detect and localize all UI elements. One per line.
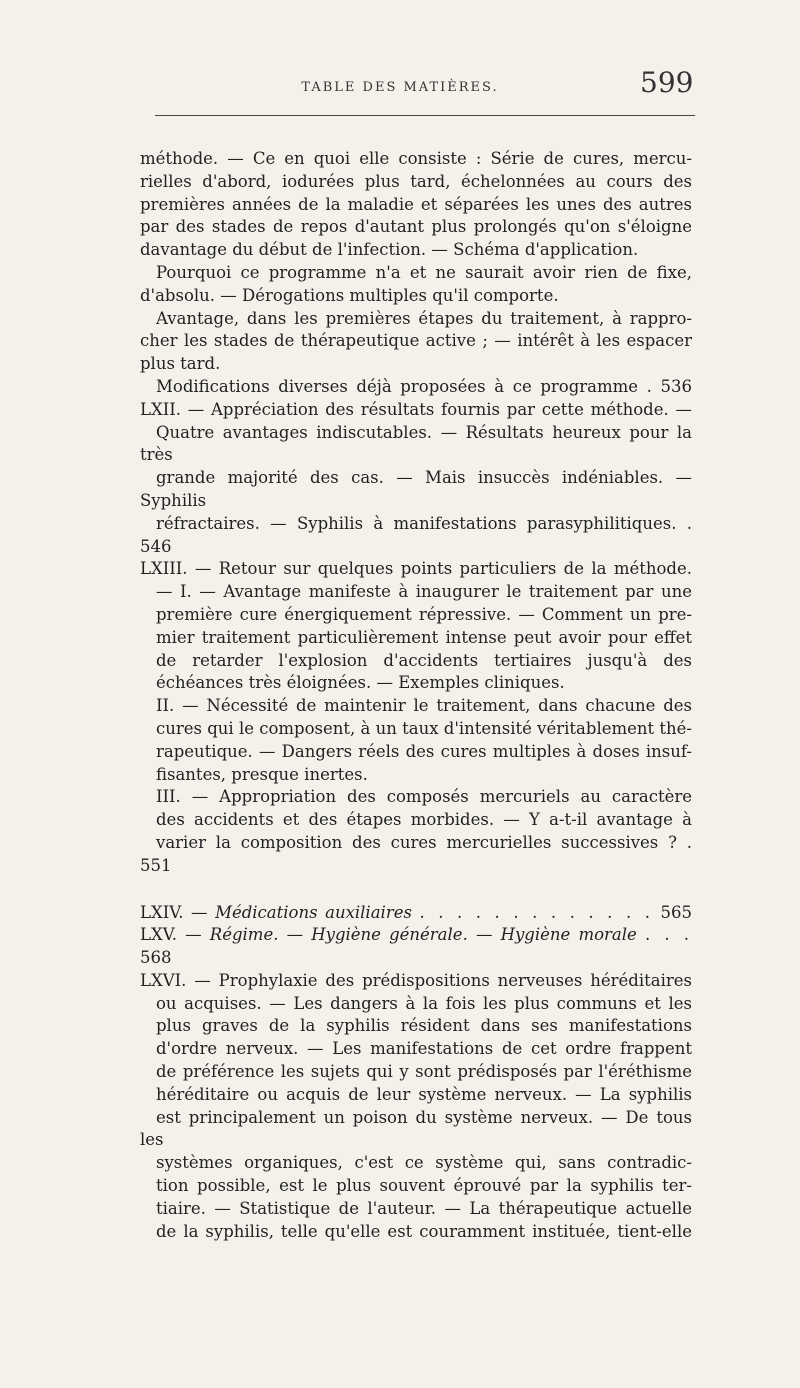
toc-line: d'absolu. — Dérogations multiples qu'il comporte. [140, 285, 559, 305]
toc-line: mier traitement particulièrement intense peut avoir pour effet [156, 627, 692, 647]
toc-line: LXVI. — Prophylaxie des prédispositions nerveuses héréditaires [140, 970, 692, 990]
toc-line: première cure énergiquement répressive. — Comment un pre- [156, 604, 692, 624]
toc-line: systèmes organiques, c'est ce système qui, sans contradic- [156, 1153, 692, 1173]
toc-line: tion possible, est le plus souvent éprouvé par la syphilis ter- [156, 1176, 692, 1196]
toc-line: par des stades de repos d'autant plus prolongés qu'on s'éloigne [140, 217, 692, 237]
toc-line: rielles d'abord, iodurées plus tard, échelonnées au cours des [140, 171, 692, 191]
toc-line: échéances très éloignées. — Exemples cliniques. [156, 673, 565, 693]
toc-line: Pourquoi ce programme n'a et ne saurait avoir rien de fixe, [156, 262, 692, 282]
toc-entry-lxiv: LXIV. — Médications auxiliaires . . . . . . . . . . . . . 565 [140, 902, 692, 922]
toc-line: grande majorité des cas. — Mais insuccès indéniables. — Syphilis [140, 468, 692, 510]
toc-line: II. — Nécessité de maintenir le traitement, dans chacune des [156, 696, 692, 716]
table-of-contents-body [140, 148, 692, 1243]
toc-line: davantage du début de l'infection. — Schéma d'application. [140, 240, 639, 260]
toc-line: réfractaires. — Syphilis à manifestations parasyphilitiques. . 546 [140, 513, 692, 556]
entry-title: Hygiène morale [500, 925, 637, 945]
toc-line: rapeutique. — Dangers réels des cures multiples à doses insuf- [156, 741, 692, 761]
entry-number: LXV. [140, 925, 177, 945]
toc-line: tiaire. — Statistique de l'auteur. — La thérapeutique actuelle [156, 1198, 692, 1218]
toc-line: premières années de la maladie et séparées les unes des autres [140, 194, 692, 214]
header-rule [155, 115, 695, 116]
entry-title: Hygiène générale. [311, 925, 468, 945]
toc-line: plus tard. [140, 354, 221, 374]
toc-line: héréditaire ou acquis de leur système nerveux. — La syphilis [156, 1084, 692, 1104]
entry-page: 568 [140, 948, 172, 968]
leader-dots: . . . [644, 925, 692, 945]
toc-line: cures qui le composent, à un taux d'intensité véritablement thé- [156, 718, 692, 738]
toc-line: — I. — Avantage manifeste à inaugurer le traitement par une [156, 582, 692, 602]
running-head: TABLE DES MATIÈRES. [301, 80, 499, 95]
toc-line: cher les stades de thérapeutique active ; — intérêt à les espacer [140, 331, 692, 351]
toc-section-lxiv-lxv [140, 902, 692, 970]
entry-page: 565 [660, 902, 692, 922]
toc-line: LXIII. — Retour sur quelques points particuliers de la méthode. [140, 559, 692, 579]
page-number: 599 [640, 66, 694, 99]
toc-line: des accidents et des étapes morbides. — Y a-t-il avantage à [156, 810, 692, 830]
toc-line: Avantage, dans les premières étapes du traitement, à rappro- [156, 308, 692, 328]
entry-title: Régime. [209, 925, 279, 945]
toc-line: Modifications diverses déjà proposées à ce programme . 536 [156, 376, 692, 396]
toc-line: fisantes, presque inertes. [156, 764, 368, 784]
toc-line: ou acquises. — Les dangers à la fois les plus communs et les [156, 993, 692, 1013]
toc-line: Quatre avantages indiscutables. — Résultats heureux pour la très [140, 422, 692, 465]
toc-line: de préférence les sujets qui y sont prédisposés par l'éréthisme [156, 1062, 692, 1082]
toc-line: de la syphilis, telle qu'elle est couramment instituée, tient-elle [156, 1221, 692, 1241]
toc-line: varier la composition des cures mercurielles successives ? . 551 [140, 832, 692, 875]
toc-entry-lxv: LXV. — Régime. — Hygiène générale. — Hygiène morale . . . 568 [140, 925, 692, 968]
toc-section-lxvi [140, 970, 692, 1244]
toc-line: LXII. — Appréciation des résultats fournis par cette méthode. — [140, 399, 692, 419]
toc-line: plus graves de la syphilis résident dans ses manifestations [156, 1016, 692, 1036]
toc-line: est principalement un poison du système nerveux. — De tous les [140, 1107, 692, 1150]
toc-line: III. — Appropriation des composés mercuriels au caractère [156, 787, 692, 807]
leader-dots: . . . . . . . . . . . . . [419, 902, 653, 922]
section-gap [140, 878, 692, 902]
entry-title: Médications auxiliaires [215, 902, 412, 922]
entry-number: LXIV. [140, 902, 184, 922]
toc-line: de retarder l'explosion d'accidents tertiaires jusqu'à des [156, 650, 692, 670]
toc-section-lxi-lxiii [140, 148, 692, 878]
toc-line: d'ordre nerveux. — Les manifestations de cet ordre frappent [156, 1039, 692, 1059]
toc-line: méthode. — Ce en quoi elle consiste : Série de cures, mercu- [140, 149, 692, 168]
